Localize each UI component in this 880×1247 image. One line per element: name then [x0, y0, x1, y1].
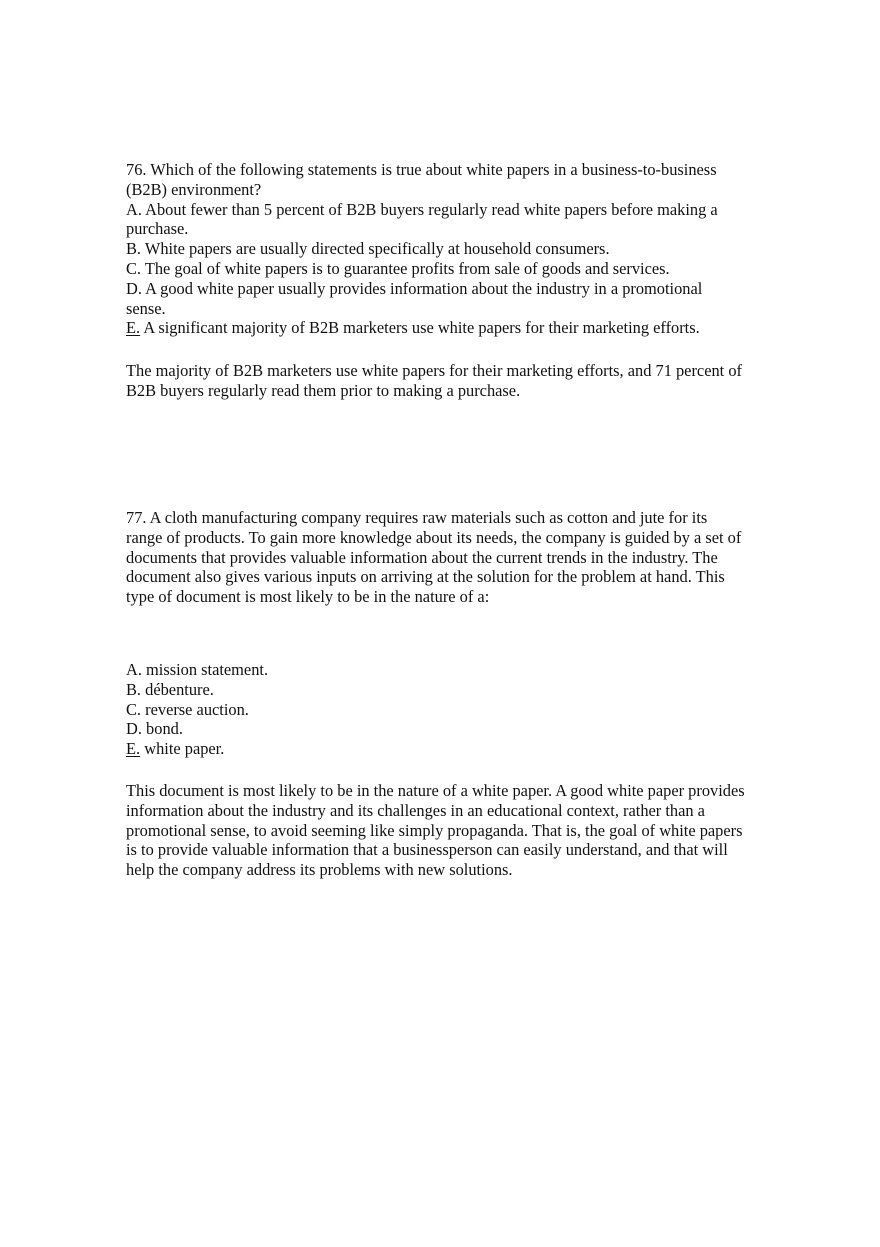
q76-option-e	[126, 318, 786, 338]
q77-option-d-text: bond.	[146, 719, 183, 739]
q76-option-c-letter: C.	[126, 258, 142, 278]
q76-option-c	[126, 259, 786, 279]
question-76-line-1: 76. Which of the following statements is true about white papers in a business-to-business	[126, 160, 717, 179]
question-77-line-3: documents that provides valuable information about the current trends in the industry. The	[126, 547, 718, 567]
q76-option-a-continued: purchase.	[126, 219, 189, 239]
q76-option-d-continued: sense.	[126, 298, 166, 318]
q76-option-e-letter-correct: E.	[126, 318, 141, 338]
q76-option-d-text-1: A good white paper usually provides information about the industry in a promotional	[145, 278, 703, 298]
q77-option-b-text: débenture.	[145, 679, 214, 699]
q76-option-c-text: The goal of white papers is to guarantee profits from sale of goods and services.	[144, 258, 670, 278]
explanation-77-line-5: help the company address its problems with new solutions.	[126, 860, 513, 880]
q77-options	[126, 660, 786, 759]
question-77-line-4: document also gives various inputs on arriving at the solution for the problem at hand. This	[126, 567, 725, 587]
q77-option-c-text: reverse auction.	[145, 699, 249, 719]
q76-option-a-letter: A.	[126, 199, 142, 219]
q76-option-b-letter: B.	[126, 239, 142, 259]
question-77-line-5: type of document is most likely to be in the nature of a:	[126, 587, 490, 607]
q77-option-e-text: white paper.	[144, 739, 225, 759]
question-77-line-1: 77. A cloth manufacturing company requires raw materials such as cotton and jute for its	[126, 508, 708, 527]
q76-option-b-text: White papers are usually directed specifically at household consumers.	[144, 239, 610, 259]
q77-option-b	[126, 680, 786, 700]
q77-option-a-letter: A.	[126, 660, 142, 679]
question-77	[126, 508, 786, 607]
question-76-line-2: (B2B) environment?	[126, 179, 262, 199]
q77-option-c	[126, 700, 786, 720]
q76-option-a	[126, 200, 786, 220]
q77-option-e-letter-correct: E.	[126, 739, 141, 759]
explanation-76	[126, 361, 786, 401]
explanation-77-line-3: promotional sense, to avoid seeming like simply propaganda. That is, the goal of white papers	[126, 820, 743, 840]
q77-option-e	[126, 739, 786, 759]
explanation-77-line-2: information about the industry and its challenges in an educational context, rather than a	[126, 800, 705, 820]
explanation-77	[126, 781, 786, 880]
q76-option-d-letter: D.	[126, 278, 142, 298]
q76-option-a-text-1: About fewer than 5 percent of B2B buyers regularly read white papers before making a	[145, 199, 718, 219]
q76-option-d	[126, 279, 786, 299]
explanation-76-line-2: B2B buyers regularly read them prior to making a purchase.	[126, 380, 521, 400]
q77-option-d-letter: D.	[126, 719, 142, 739]
q76-option-e-text: A significant majority of B2B marketers use white papers for their marketing efforts.	[143, 318, 700, 338]
q77-option-a	[126, 660, 786, 680]
q77-option-d	[126, 719, 786, 739]
explanation-77-line-4: is to provide valuable information that a businessperson can easily understand, and that will	[126, 840, 728, 860]
q77-option-c-letter: C.	[126, 699, 142, 719]
q77-option-b-letter: B.	[126, 679, 142, 699]
question-76	[126, 160, 786, 338]
q76-option-b	[126, 239, 786, 259]
question-77-line-2: range of products. To gain more knowledge about its needs, the company is guided by a set of	[126, 527, 742, 547]
q77-option-a-text: mission statement.	[146, 660, 269, 679]
explanation-77-line-1: This document is most likely to be in the nature of a white paper. A good white paper provides	[126, 781, 745, 800]
explanation-76-line-1: The majority of B2B marketers use white papers for their marketing efforts, and 71 percent of	[126, 361, 742, 380]
